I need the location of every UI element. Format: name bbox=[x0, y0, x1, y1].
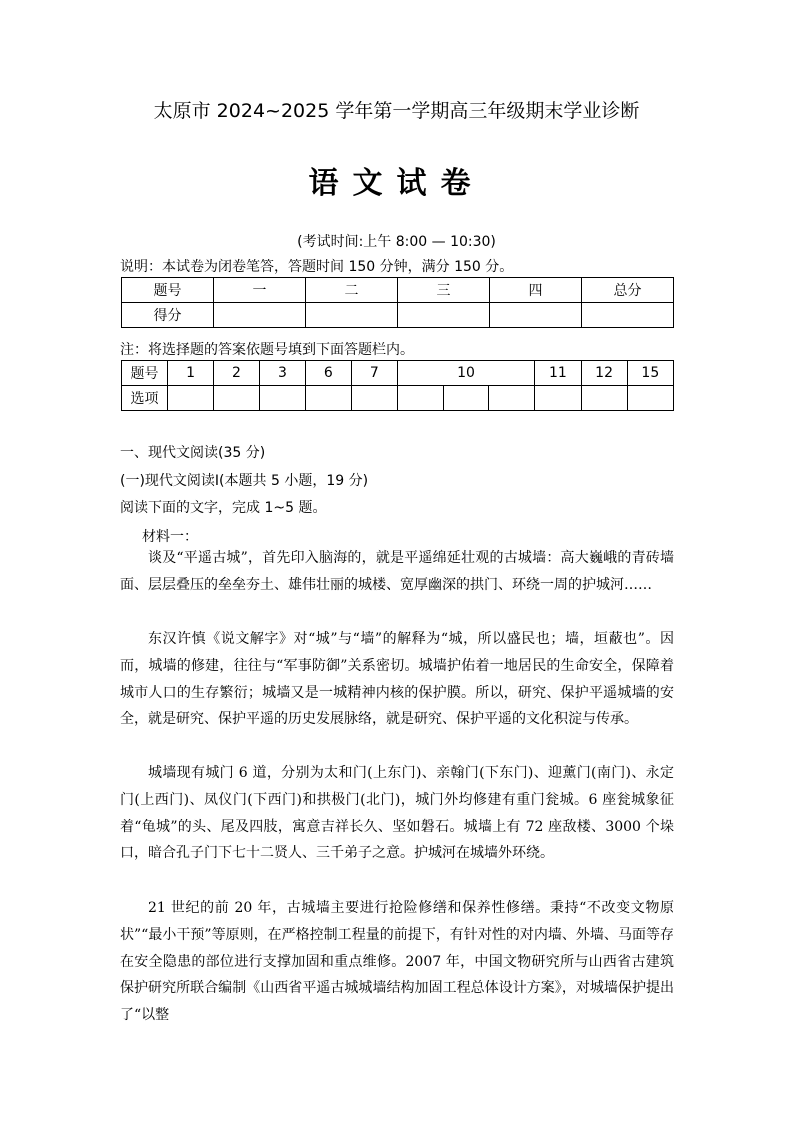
answer-header-label: 题号 bbox=[122, 361, 168, 386]
answer-table-number-row bbox=[122, 361, 674, 386]
answer-cell[interactable] bbox=[627, 386, 673, 411]
answer-row-label: 选项 bbox=[122, 386, 168, 411]
question-number: 10 bbox=[397, 361, 535, 386]
score-input-cell[interactable] bbox=[490, 303, 582, 328]
question-number: 2 bbox=[214, 361, 260, 386]
question-number: 7 bbox=[351, 361, 397, 386]
score-cell: 一 bbox=[214, 278, 306, 303]
reading-instruction: 阅读下面的文字，完成 1~5 题。 bbox=[120, 500, 327, 516]
score-input-cell[interactable] bbox=[582, 303, 674, 328]
answer-cell[interactable] bbox=[351, 386, 397, 411]
score-cell: 总分 bbox=[582, 278, 674, 303]
exam-time: (考试时间:上午 8:00 — 10:30) bbox=[297, 234, 496, 250]
answer-cell[interactable] bbox=[397, 386, 443, 411]
answer-cell[interactable] bbox=[581, 386, 627, 411]
subsection-title: (一)现代文阅读Ⅰ(本题共 5 小题，19 分) bbox=[120, 473, 369, 489]
question-number: 11 bbox=[535, 361, 581, 386]
answer-cell[interactable] bbox=[259, 386, 305, 411]
score-table bbox=[121, 277, 674, 328]
score-input-cell[interactable] bbox=[306, 303, 398, 328]
score-cell: 二 bbox=[306, 278, 398, 303]
score-input-cell[interactable] bbox=[398, 303, 490, 328]
material-label: 材料一： bbox=[142, 529, 198, 545]
answer-cell[interactable] bbox=[214, 386, 260, 411]
question-number: 12 bbox=[581, 361, 627, 386]
passage-paragraph: 东汉许慎《说文解字》对“城”与“墙”的解释为“城，所以盛民也；墙，垣蔽也”。因而，城墙的修建，往往与“军事防御”关系密切。城墙护佑着一地居民的生命安全，保障着城市人口的生存繁衍；城墙又是一城精神内核的保护膜。所以，研究、保护平遥城墙的安全，就是研究、保护平遥的历史发展脉络，就是研究、保护平遥的文化积淀与传承。 bbox=[120, 631, 674, 728]
paper-name: 语文试卷 bbox=[308, 166, 485, 201]
score-cell: 四 bbox=[490, 278, 582, 303]
answer-table bbox=[121, 360, 674, 411]
answer-cell[interactable] bbox=[305, 386, 351, 411]
answer-cell[interactable] bbox=[168, 386, 214, 411]
exam-title: 太原市 2024~2025 学年第一学期高三年级期末学业诊断 bbox=[153, 100, 640, 122]
passage-paragraph: 城墙现有城门 6 道，分别为太和门(上东门)、亲翰门(下东门)、迎薰门(南门)、永定门(上西门)、凤仪门(下西门)和拱极门(北门)，城门外均修建有重门瓮城。6 座瓮城象征着“龟城”的头、尾及四肢，寓意吉祥长久、坚如磐石。城墙上有 72 座敌楼、3000 个垛口，暗合孔子门下七十二贤人、三千弟子之意。护城河在城墙外环绕。 bbox=[120, 765, 674, 862]
passage-paragraph: 谈及“平遥古城”，首先印入脑海的，就是平遥绵延壮观的古城墙：高大巍峨的青砖墙面、层层叠压的垒垒夯土、雄伟壮丽的城楼、宽厚幽深的拱门、环绕一周的护城河…… bbox=[120, 550, 674, 593]
answer-cell[interactable] bbox=[535, 386, 581, 411]
passage-paragraph: 21 世纪的前 20 年，古城墙主要进行抢险修缮和保养性修缮。秉持“不改变文物原状”“最小干预”等原则，在严格控制工程量的前提下，有针对性的对内墙、外墙、马面等存在安全隐患的部位进行支撑加固和重点维修。2007 年，中国文物研究所与山西省古建筑保护研究所联合编制《山西省平遥古城城墙结构加固工程总体设计方案》，对城墙保护提出了“以整 bbox=[120, 900, 674, 1024]
question-number: 15 bbox=[627, 361, 673, 386]
answer-note: 注：将选择题的答案依题号填到下面答题栏内。 bbox=[120, 342, 414, 358]
answer-table-option-row bbox=[122, 386, 674, 411]
instructions: 说明：本试卷为闭卷笔答，答题时间 150 分钟，满分 150 分。 bbox=[120, 259, 514, 275]
score-table-header-row bbox=[122, 278, 674, 303]
answer-cell[interactable] bbox=[489, 386, 535, 411]
score-cell: 三 bbox=[398, 278, 490, 303]
question-number: 1 bbox=[168, 361, 214, 386]
score-input-cell[interactable] bbox=[214, 303, 306, 328]
score-cell: 得分 bbox=[122, 303, 214, 328]
question-number: 3 bbox=[259, 361, 305, 386]
answer-cell[interactable] bbox=[443, 386, 489, 411]
score-table-score-row bbox=[122, 303, 674, 328]
section-title: 一、现代文阅读(35 分) bbox=[120, 445, 266, 461]
question-number: 6 bbox=[305, 361, 351, 386]
score-cell: 题号 bbox=[122, 278, 214, 303]
